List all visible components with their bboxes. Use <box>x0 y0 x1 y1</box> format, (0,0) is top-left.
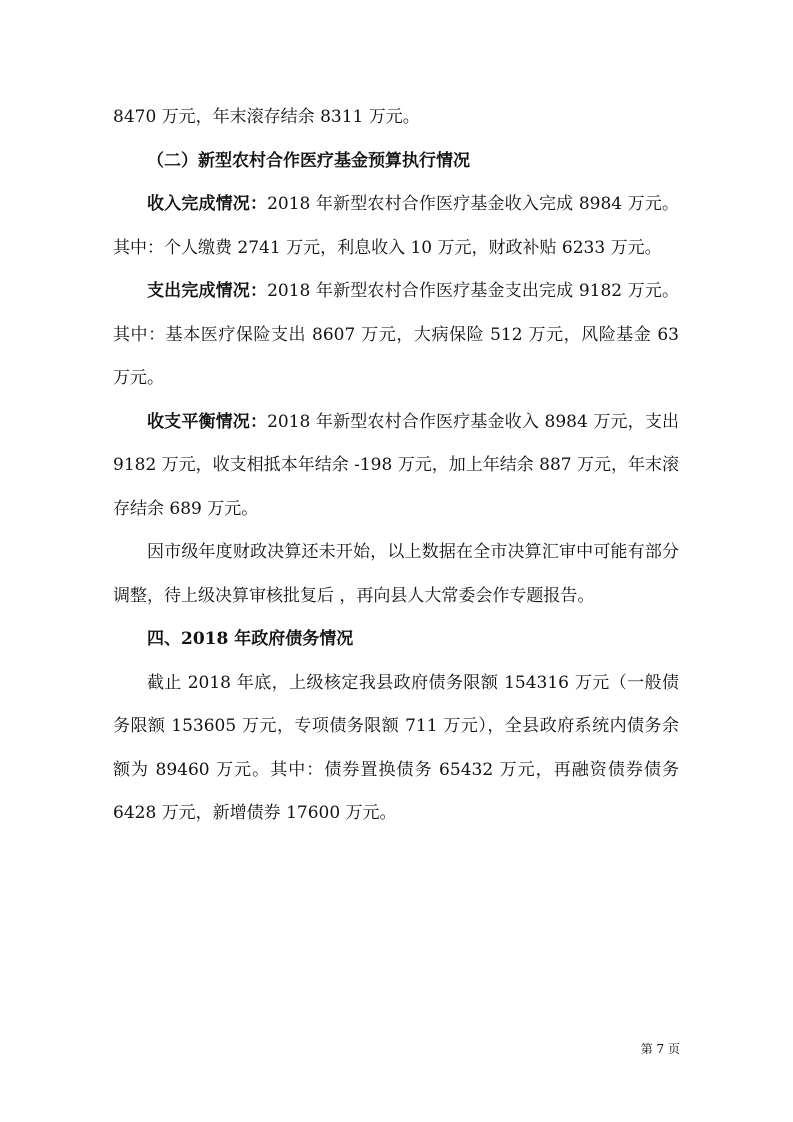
paragraph-text: 因市级年度财政决算还未开始，以上数据在全市决算汇审中可能有部分调整，待上级决算审核批复后 ，再向县人大常委会作专题报告。 <box>113 542 679 606</box>
paragraph-text: 2018 年新型农村合作医疗基金收入完成 8984 万元。其中：个人缴费 2741 万元，利息收入 10 万元，财政补贴 6233 万元。 <box>113 194 679 258</box>
page-number: 第 7 页 <box>640 1042 680 1056</box>
section-heading-ncms-fund <box>113 140 679 184</box>
heading-text: （二）新型农村合作医疗基金预算执行情况 <box>147 150 470 171</box>
paragraph-text: 截止 2018 年底，上级核定我县政府债务限额 154316 万元（一般债务限额 153605 万元，专项债务限额 711 万元），全县政府系统内债务余额为 89460 万元。其中：债券置换债务 65432 万元，再融资债券债务 6428 万元，新增债券 17600 万元。 <box>113 672 679 823</box>
balance-paragraph <box>113 401 679 532</box>
paragraph-text: 2018 年新型农村合作医疗基金支出完成 9182 万元。其中：基本医疗保险支出 8607 万元，大病保险 512 万元，风险基金 63 万元。 <box>113 281 679 388</box>
paragraph-lead: 收入完成情况： <box>147 194 268 214</box>
debt-paragraph <box>113 662 679 836</box>
income-paragraph <box>113 183 679 270</box>
paragraph-lead: 支出完成情况： <box>147 281 268 301</box>
paragraph-text: 2018 年新型农村合作医疗基金收入 8984 万元，支出 9182 万元，收支相抵本年结余 -198 万元，加上年结余 887 万元，年末滚存结余 689 万元。 <box>113 411 679 519</box>
note-paragraph <box>113 531 679 618</box>
expenditure-paragraph <box>113 270 679 401</box>
page-body <box>113 96 679 836</box>
continuation-paragraph <box>113 96 679 140</box>
paragraph-text: 8470 万元，年末滚存结余 8311 万元。 <box>113 107 420 127</box>
heading-text: 四、2018 年政府债务情况 <box>147 629 354 649</box>
section-heading-debt <box>113 618 679 662</box>
paragraph-lead: 收支平衡情况： <box>147 411 268 432</box>
